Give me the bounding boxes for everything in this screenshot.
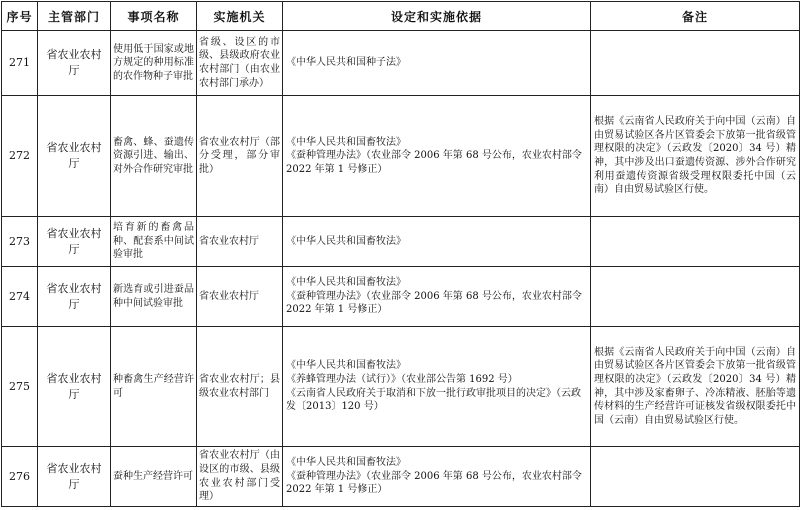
- row-agency: 省农业农村厅（部分受理，部分审批）: [197, 96, 283, 217]
- row-seq: 272: [2, 96, 38, 217]
- row-dept: 省农业农村厅: [38, 96, 111, 217]
- row-seq: 274: [2, 267, 38, 327]
- row-item: 使用低于国家或地方规定的种用标准的农作物种子审批: [111, 31, 197, 96]
- table-row: [2, 217, 800, 267]
- row-agency: 省农业农村厅: [197, 267, 283, 327]
- row-basis: [283, 447, 591, 507]
- basis-line: 《中华人民共和国畜牧法》: [286, 235, 406, 247]
- approval-items-table: [1, 1, 800, 507]
- basis-line: 《蚕种管理办法》（农业部令 2006 年第 68 号公布，农业农村部令 2022 年第 1 号修正）: [286, 290, 582, 316]
- table-row: [2, 327, 800, 447]
- row-note: [591, 267, 800, 327]
- header-row: [2, 2, 800, 31]
- row-agency: 省级、设区的市级、县级政府农业农村部门（由农业农村部门承办）: [197, 31, 283, 96]
- header-agency: 实施机关: [197, 2, 283, 31]
- table-row: [2, 447, 800, 507]
- basis-line: 《中华人民共和国畜牧法》: [286, 136, 406, 148]
- table-row: [2, 96, 800, 217]
- basis-line: 《养蜂管理办法（试行）》（农业部公告第 1692 号）: [286, 373, 518, 385]
- row-dept: 省农业农村厅: [38, 267, 111, 327]
- row-note: 根据《云南省人民政府关于向中国（云南）自由贸易试验区各片区管委会下放第一批省级管理权限的决定》（云政发〔2020〕34 号）精神，其中涉及出口蚕遗传资源、涉外合作研究利用蚕遗传资源省级受理权限委托中国（云南）自由贸易试验区行使。: [591, 96, 800, 217]
- header-item: 事项名称: [111, 2, 197, 31]
- row-seq: 273: [2, 217, 38, 267]
- row-note: [591, 31, 800, 96]
- table-row: [2, 267, 800, 327]
- row-dept: 省农业农村厅: [38, 217, 111, 267]
- basis-line: 《中华人民共和国畜牧法》: [286, 457, 406, 469]
- row-note: [591, 447, 800, 507]
- row-item: 蚕种生产经营许可: [111, 447, 197, 507]
- row-item: 培育新的畜禽品种、配套系中间试验审批: [111, 217, 197, 267]
- basis-line: 《蚕种管理办法》（农业部令 2006 年第 68 号公布，农业农村部令 2022 年第 1 号修正）: [286, 150, 582, 175]
- row-note: [591, 217, 800, 267]
- row-dept: 省农业农村厅: [38, 327, 111, 447]
- row-dept: 省农业农村厅: [38, 447, 111, 507]
- row-basis: [283, 96, 591, 217]
- header-basis: 设定和实施依据: [283, 2, 591, 31]
- row-agency: 省农业农村厅；县级农业农村部门: [197, 327, 283, 447]
- row-agency: 省农业农村厅: [197, 217, 283, 267]
- row-item: 种畜禽生产经营许可: [111, 327, 197, 447]
- row-basis: [283, 217, 591, 267]
- row-seq: 271: [2, 31, 38, 96]
- row-agency: 省农业农村厅（由设区的市级、县级农业农村部门受理）: [197, 447, 283, 507]
- row-note: 根据《云南省人民政府关于向中国（云南）自由贸易试验区各片区管委会下放第一批省级管理权限的决定》（云政发〔2020〕34 号）精神，其中涉及家畜卵子、冷冻精液、胚胎等遗传材料的生产经营许可证核发省级权限委托中国（云南）自由贸易试验区行使。: [591, 327, 800, 447]
- table-row: [2, 31, 800, 96]
- basis-line: 《中华人民共和国种子法》: [286, 57, 406, 69]
- row-item: 畜禽、蜂、蚕遗传资源引进、输出、对外合作研究审批: [111, 96, 197, 217]
- row-basis: [283, 267, 591, 327]
- basis-line: 《蚕种管理办法》（农业部令 2006 年第 68 号公布，农业农村部令 2022 年第 1 号修正）: [286, 470, 582, 496]
- basis-line: 《中华人民共和国畜牧法》: [286, 360, 406, 372]
- row-basis: [283, 327, 591, 447]
- basis-line: 《云南省人民政府关于取消和下放一批行政审批项目的决定》（云政发〔2013〕120 号）: [286, 387, 581, 413]
- row-seq: 275: [2, 327, 38, 447]
- row-dept: 省农业农村厅: [38, 31, 111, 96]
- basis-line: 《中华人民共和国畜牧法》: [286, 277, 406, 289]
- header-seq: 序号: [2, 2, 38, 31]
- row-basis: [283, 31, 591, 96]
- header-note: 备注: [591, 2, 800, 31]
- row-item: 新选育或引进蚕品种中间试验审批: [111, 267, 197, 327]
- row-seq: 276: [2, 447, 38, 507]
- header-dept: 主管部门: [38, 2, 111, 31]
